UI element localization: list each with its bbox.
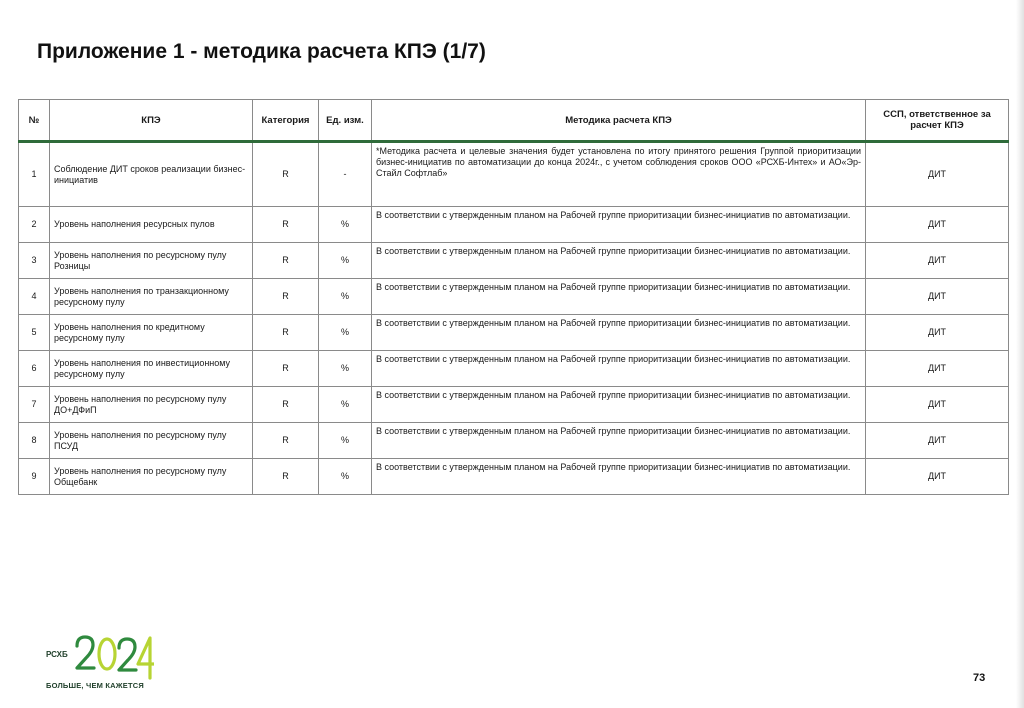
table-row [19, 142, 1009, 207]
cell-method: В соответствии с утвержденным планом на Рабочей группе приоритизации бизнес-инициатив по автоматизации. [372, 459, 866, 495]
cell-responsible: ДИТ [866, 459, 1009, 495]
cell-kpe: Уровень наполнения ресурсных пулов [50, 207, 253, 243]
table-row [19, 459, 1009, 495]
cell-category: R [253, 243, 319, 279]
cell-category: R [253, 387, 319, 423]
cell-category: R [253, 351, 319, 387]
cell-category: R [253, 279, 319, 315]
cell-method: *Методика расчета и целевые значения будет установлена по итогу принятого решения Группой приоритизации бизнес-инициатив по автоматизации до конца 2024г., с учетом соблюдения сроков ООО «РСХБ-Интех» и АО«Эр-Стайл Софтлаб» [372, 142, 866, 207]
header-category: Категория [253, 100, 319, 142]
cell-method: В соответствии с утвержденным планом на Рабочей группе приоритизации бизнес-инициатив по автоматизации. [372, 351, 866, 387]
cell-unit: % [319, 315, 372, 351]
cell-method: В соответствии с утвержденным планом на Рабочей группе приоритизации бизнес-инициатив по автоматизации. [372, 243, 866, 279]
cell-num: 2 [19, 207, 50, 243]
kpe-table [18, 99, 1009, 495]
table-row [19, 315, 1009, 351]
cell-kpe: Уровень наполнения по транзакционному ресурсному пулу [50, 279, 253, 315]
cell-responsible: ДИТ [866, 207, 1009, 243]
cell-unit: % [319, 279, 372, 315]
cell-unit: % [319, 207, 372, 243]
table-row [19, 387, 1009, 423]
cell-num: 7 [19, 387, 50, 423]
cell-unit: - [319, 142, 372, 207]
table-row [19, 423, 1009, 459]
cell-num: 1 [19, 142, 50, 207]
cell-num: 8 [19, 423, 50, 459]
header-responsible: ССП, ответственное за расчет КПЭ [866, 100, 1009, 142]
cell-category: R [253, 142, 319, 207]
cell-unit: % [319, 387, 372, 423]
table-row [19, 207, 1009, 243]
page-number: 73 [973, 672, 986, 684]
cell-unit: % [319, 243, 372, 279]
cell-category: R [253, 315, 319, 351]
page-edge-shadow [1016, 0, 1024, 708]
header-method: Методика расчета КПЭ [372, 100, 866, 142]
cell-method: В соответствии с утвержденным планом на Рабочей группе приоритизации бизнес-инициатив по автоматизации. [372, 315, 866, 351]
logo-year-graphic [74, 634, 154, 680]
cell-num: 5 [19, 315, 50, 351]
table-row [19, 351, 1009, 387]
cell-num: 9 [19, 459, 50, 495]
cell-kpe: Уровень наполнения по ресурсному пулу Общебанк [50, 459, 253, 495]
cell-unit: % [319, 459, 372, 495]
cell-kpe: Уровень наполнения по ресурсному пулу ДО+ДФиП [50, 387, 253, 423]
cell-category: R [253, 207, 319, 243]
cell-responsible: ДИТ [866, 142, 1009, 207]
cell-kpe: Уровень наполнения по кредитному ресурсному пулу [50, 315, 253, 351]
cell-responsible: ДИТ [866, 387, 1009, 423]
cell-responsible: ДИТ [866, 351, 1009, 387]
company-logo [46, 634, 166, 694]
cell-num: 3 [19, 243, 50, 279]
header-num: № [19, 100, 50, 142]
logo-tagline: БОЛЬШЕ, ЧЕМ КАЖЕТСЯ [46, 681, 144, 690]
cell-responsible: ДИТ [866, 279, 1009, 315]
cell-kpe: Уровень наполнения по инвестиционному ресурсному пулу [50, 351, 253, 387]
cell-responsible: ДИТ [866, 315, 1009, 351]
cell-category: R [253, 459, 319, 495]
cell-method: В соответствии с утвержденным планом на Рабочей группе приоритизации бизнес-инициатив по автоматизации. [372, 207, 866, 243]
cell-method: В соответствии с утвержденным планом на Рабочей группе приоритизации бизнес-инициатив по автоматизации. [372, 423, 866, 459]
header-unit: Ед. изм. [319, 100, 372, 142]
logo-brand: РСХБ [46, 650, 68, 659]
cell-responsible: ДИТ [866, 243, 1009, 279]
cell-method: В соответствии с утвержденным планом на Рабочей группе приоритизации бизнес-инициатив по автоматизации. [372, 279, 866, 315]
cell-category: R [253, 423, 319, 459]
cell-responsible: ДИТ [866, 423, 1009, 459]
cell-unit: % [319, 351, 372, 387]
cell-unit: % [319, 423, 372, 459]
cell-num: 4 [19, 279, 50, 315]
cell-kpe: Уровень наполнения по ресурсному пулу ПСУД [50, 423, 253, 459]
cell-kpe: Соблюдение ДИТ сроков реализации бизнес-инициатив [50, 142, 253, 207]
slide-title: Приложение 1 - методика расчета КПЭ (1/7) [37, 40, 486, 63]
table-row [19, 243, 1009, 279]
table-header-row [19, 100, 1009, 142]
cell-kpe: Уровень наполнения по ресурсному пулу Розницы [50, 243, 253, 279]
table-row [19, 279, 1009, 315]
header-kpe: КПЭ [50, 100, 253, 142]
cell-method: В соответствии с утвержденным планом на Рабочей группе приоритизации бизнес-инициатив по автоматизации. [372, 387, 866, 423]
cell-num: 6 [19, 351, 50, 387]
